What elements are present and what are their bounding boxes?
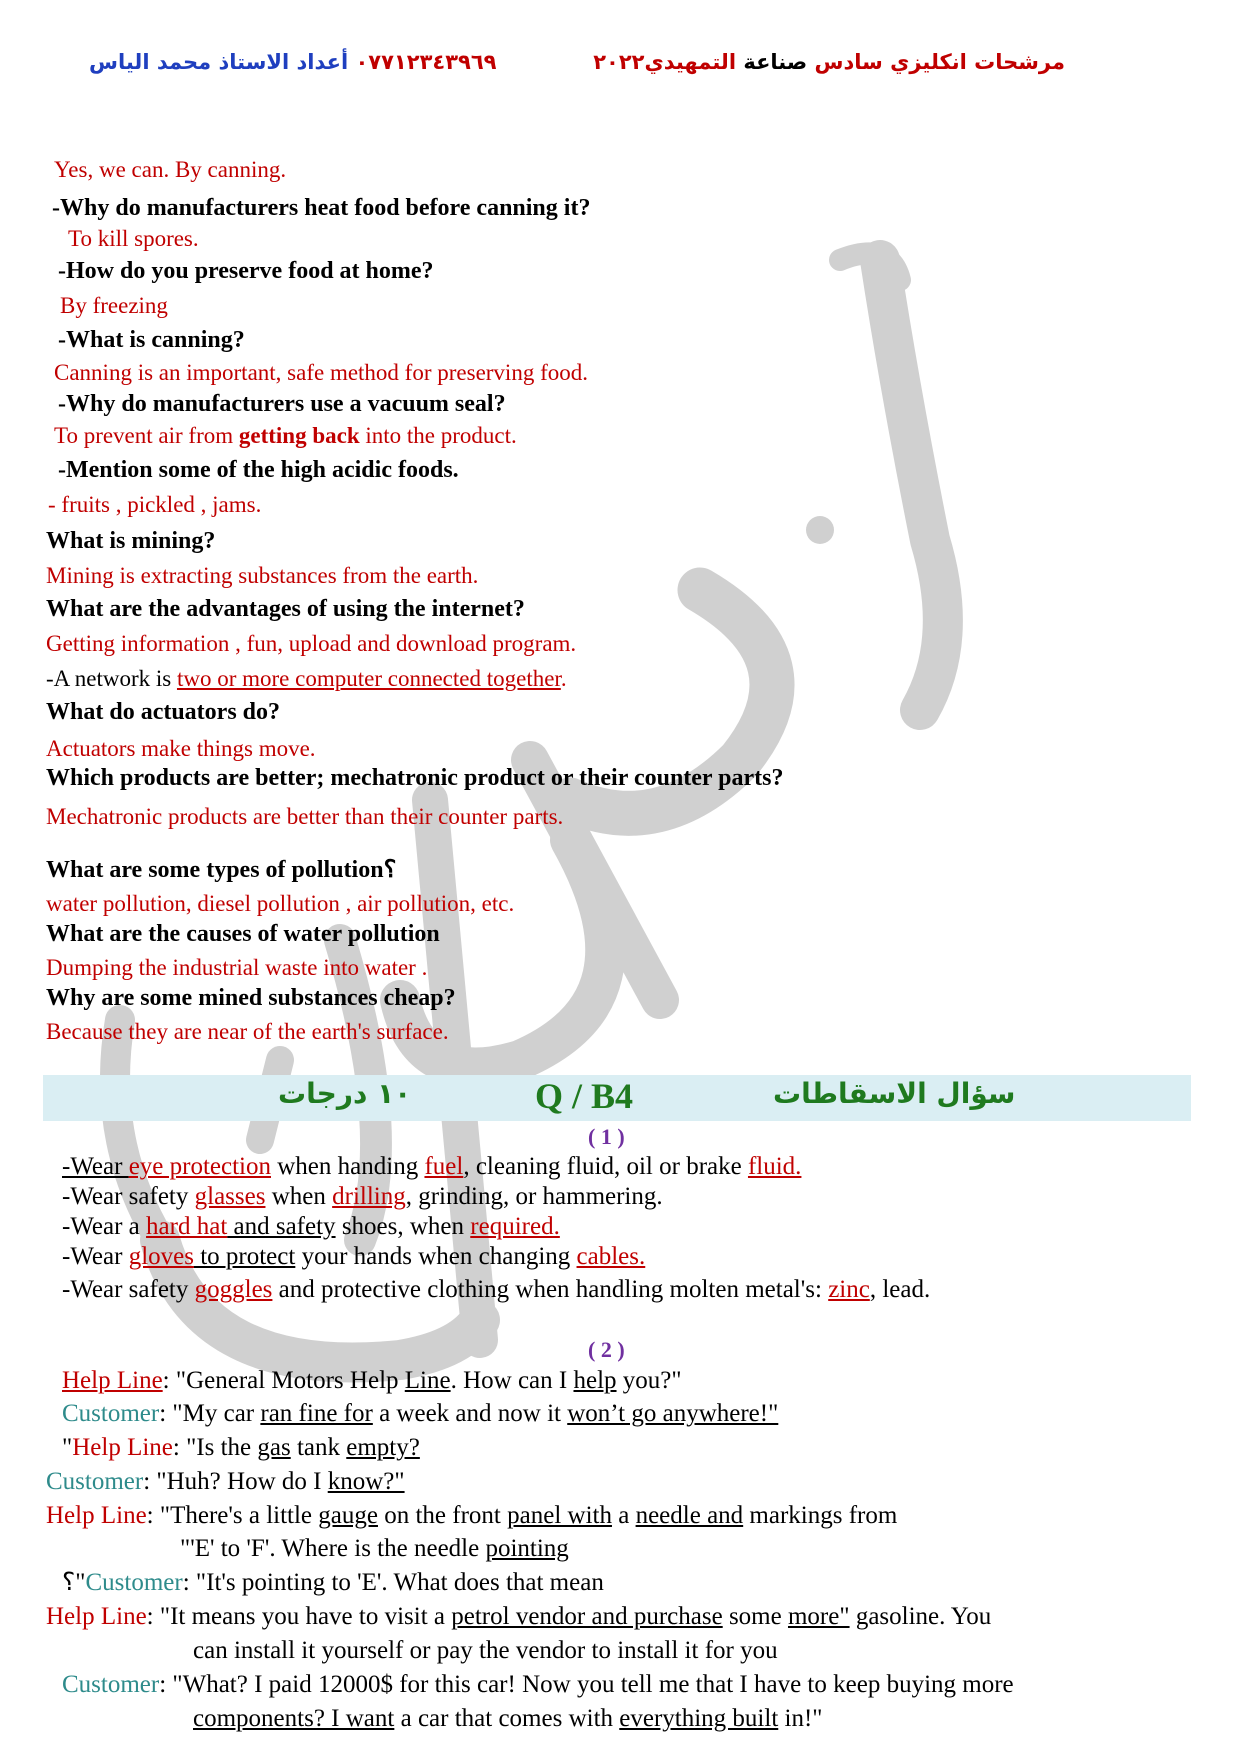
- answer-canning-method: Canning is an important, safe method for preserving food.: [54, 360, 588, 385]
- speaker-help-line: Help Line: [62, 1367, 163, 1394]
- dialogue-text: : "Is the: [172, 1434, 258, 1461]
- answer-vacuum-seal: [54, 421, 517, 451]
- answer-mechatronic: Mechatronic products are better than their counter parts.: [46, 804, 564, 829]
- answer-mined-cheap: Because they are near of the earth's surface.: [46, 1019, 449, 1044]
- question-pollution-types: What are some types of pollution؟: [46, 857, 397, 883]
- network-label: -A network is: [46, 666, 177, 691]
- rule-text: -Wear: [62, 1153, 129, 1180]
- question-vacuum-seal: -Why do manufacturers use a vacuum seal?: [58, 391, 506, 417]
- dialogue-text: ؟": [62, 1569, 86, 1596]
- rule-keyword: zinc: [828, 1276, 870, 1303]
- dialogue-text: petrol vendor and purchase: [451, 1603, 723, 1630]
- safety-rule-5: [62, 1275, 930, 1305]
- dialogue-text: : "General Motors Help: [162, 1367, 405, 1394]
- safety-rule-3: [62, 1212, 560, 1242]
- rule-keyword: glasses: [194, 1183, 266, 1210]
- dialogue-text: : "It means you have to visit a: [146, 1603, 452, 1630]
- dialogue-line-5b: [180, 1534, 569, 1564]
- answer-pollution-types: water pollution, diesel pollution , air pollution, etc.: [46, 891, 515, 916]
- dialogue-text: : "There's a little: [146, 1502, 319, 1529]
- dialogue-text: panel with: [507, 1502, 612, 1529]
- rule-keyword: goggles: [194, 1276, 273, 1303]
- dialogue-text: needle and: [635, 1502, 744, 1529]
- page-header: [0, 50, 1240, 90]
- title-part-3: التمهيدي٢٠٢٢: [593, 50, 744, 74]
- teacher-info: [75, 50, 496, 74]
- rule-text: and protective clothing when handling molten metal's:: [272, 1276, 829, 1303]
- answer-acidic-foods: - fruits , pickled , jams.: [48, 492, 262, 517]
- dialogue-text: gasoline. You: [849, 1603, 992, 1630]
- rule-keyword: required.: [470, 1213, 560, 1240]
- dialogue-text: empty?: [346, 1434, 420, 1461]
- dialogue-text: gas: [257, 1434, 291, 1461]
- rule-keyword: drilling: [332, 1183, 406, 1210]
- dialogue-line-3: [62, 1433, 420, 1463]
- dialogue-text: a: [611, 1502, 636, 1529]
- network-answer: two or more computer connected together: [176, 666, 561, 691]
- answer-canning-possible: Yes, we can. By canning.: [54, 157, 287, 182]
- question-mechatronic: Which products are better; mechatronic product or their counter parts?: [46, 765, 784, 791]
- dialogue-text: ran fine for: [260, 1400, 373, 1427]
- question-mining: What is mining?: [46, 528, 216, 554]
- dialogue-text: you?": [616, 1367, 682, 1394]
- rule-text: -Wear safety: [62, 1183, 195, 1210]
- network-dot: .: [560, 666, 567, 691]
- dialogue-text: a car that comes with: [394, 1705, 620, 1732]
- answer-mining: Mining is extracting substances from the earth.: [46, 563, 479, 588]
- banner-degree: ١٠ درجات: [278, 1077, 412, 1110]
- rule-text: your hands when changing: [295, 1243, 577, 1270]
- dialogue-text: know?": [327, 1468, 405, 1495]
- safety-rule-4: [62, 1242, 645, 1272]
- answer-vacuum-part2: into the product.: [359, 423, 517, 448]
- rule-keyword: cables.: [576, 1243, 646, 1270]
- dialogue-text: Line: [404, 1367, 451, 1394]
- dialogue-line-4: [46, 1467, 405, 1497]
- rule-text: when handing: [271, 1153, 425, 1180]
- dialogue-text: a week and now it: [372, 1400, 568, 1427]
- speaker-customer: Customer: [85, 1569, 183, 1596]
- question-what-canning: -What is canning?: [58, 327, 245, 353]
- safety-rule-1: [62, 1152, 801, 1182]
- dialogue-line-6: [62, 1568, 604, 1598]
- question-preserve-home: -How do you preserve food at home?: [58, 258, 434, 284]
- rule-keyword: fluid.: [747, 1153, 802, 1180]
- rule-text: , cleaning fluid, oil or brake: [463, 1153, 748, 1180]
- section-banner: [43, 1075, 1191, 1121]
- dialogue-line-8: [62, 1670, 1014, 1700]
- dialogue-line-1: [62, 1366, 682, 1396]
- section-2-number: ( 2 ): [588, 1337, 625, 1362]
- dialogue-text: won’t go anywhere!": [567, 1400, 779, 1427]
- dialogue-text: more": [787, 1603, 850, 1630]
- answer-water-pollution: Dumping the industrial waste into water .: [46, 955, 428, 980]
- question-mined-cheap: Why are some mined substances cheap?: [46, 985, 456, 1011]
- question-actuators: What do actuators do?: [46, 699, 281, 725]
- question-acidic-foods: -Mention some of the high acidic foods.: [58, 457, 459, 483]
- answer-vacuum-bold: getting back: [238, 423, 360, 448]
- rule-text: , lead.: [869, 1276, 931, 1303]
- safety-rule-2: [62, 1182, 663, 1212]
- dialogue-line-2: [62, 1399, 778, 1429]
- question-internet: What are the advantages of using the internet?: [46, 596, 525, 622]
- dialogue-text: pointing: [485, 1535, 569, 1562]
- dialogue-text: tank: [290, 1434, 347, 1461]
- dialogue-text: . How can I: [450, 1367, 574, 1394]
- answer-actuators: Actuators make things move.: [46, 736, 316, 761]
- question-heat-food: -Why do manufacturers heat food before canning it?: [52, 195, 591, 221]
- speaker-help-line: Help Line: [72, 1434, 173, 1461]
- dialogue-text: everything built: [619, 1705, 779, 1732]
- rule-text: to protect: [193, 1243, 296, 1270]
- rule-text: -Wear safety: [62, 1276, 195, 1303]
- speaker-customer: Customer: [62, 1400, 160, 1427]
- dialogue-text: help: [573, 1367, 617, 1394]
- rule-text: -Wear: [62, 1243, 129, 1270]
- dialogue-text: on the front: [377, 1502, 508, 1529]
- dialogue-text: : "Huh? How do I: [143, 1468, 328, 1495]
- title-part-2: صناعة: [743, 50, 808, 74]
- speaker-help-line: Help Line: [46, 1502, 147, 1529]
- speaker-help-line: Help Line: [46, 1603, 147, 1630]
- speaker-customer: Customer: [46, 1468, 144, 1495]
- dialogue-text: : "It's pointing to 'E'. What does that mean: [182, 1569, 604, 1596]
- dialogue-text: ": [62, 1434, 73, 1461]
- dialogue-line-7: [46, 1602, 991, 1632]
- dialogue-text: "'E' to 'F'. Where is the needle: [180, 1535, 486, 1562]
- teacher-name: أعداد الاستاذ محمد الياس: [89, 50, 349, 74]
- document-title: [593, 50, 1065, 74]
- dialogue-text: : "What? I paid 12000$ for this car! Now you tell me that I have to keep buying more: [159, 1671, 1014, 1698]
- phone-number: ٠٧٧١٢٣٤٣٩٦٩: [355, 50, 497, 74]
- rule-text: , grinding, or hammering.: [405, 1183, 663, 1210]
- rule-keyword: gloves: [128, 1243, 194, 1270]
- rule-keyword: fuel: [424, 1153, 464, 1180]
- dialogue-text: gauge: [318, 1502, 378, 1529]
- dialogue-line-8b: [193, 1704, 823, 1734]
- banner-question-number: Q / B4: [535, 1076, 634, 1116]
- title-part-1: مرشحات انكليزي سادس: [807, 50, 1065, 74]
- rule-text: shoes, when: [335, 1213, 471, 1240]
- dialogue-line-7b: can install it yourself or pay the vendor to install it for you: [193, 1637, 778, 1664]
- dialogue-line-5: [46, 1501, 897, 1531]
- rule-text: when: [265, 1183, 333, 1210]
- answer-internet: Getting information , fun, upload and download program.: [46, 631, 577, 656]
- speaker-customer: Customer: [62, 1671, 160, 1698]
- rule-text: -Wear a: [62, 1213, 147, 1240]
- dialogue-text: components? I want: [193, 1705, 395, 1732]
- dialogue-text: : "My car: [159, 1400, 261, 1427]
- answer-vacuum-part1: To prevent air from: [54, 423, 239, 448]
- answer-freezing: By freezing: [60, 293, 168, 318]
- rule-keyword: eye protection: [128, 1153, 271, 1180]
- section-1-number: ( 1 ): [588, 1124, 625, 1149]
- dialogue-text: in!": [778, 1705, 823, 1732]
- rule-text: and safety: [227, 1213, 336, 1240]
- answer-kill-spores: To kill spores.: [68, 226, 199, 251]
- rule-keyword: hard hat: [146, 1213, 228, 1240]
- banner-title: سؤال الاسقاطات: [773, 1077, 1016, 1110]
- dialogue-text: some: [722, 1603, 788, 1630]
- question-water-pollution: What are the causes of water pollution: [46, 921, 440, 947]
- network-definition: [46, 664, 567, 694]
- dialogue-text: markings from: [743, 1502, 898, 1529]
